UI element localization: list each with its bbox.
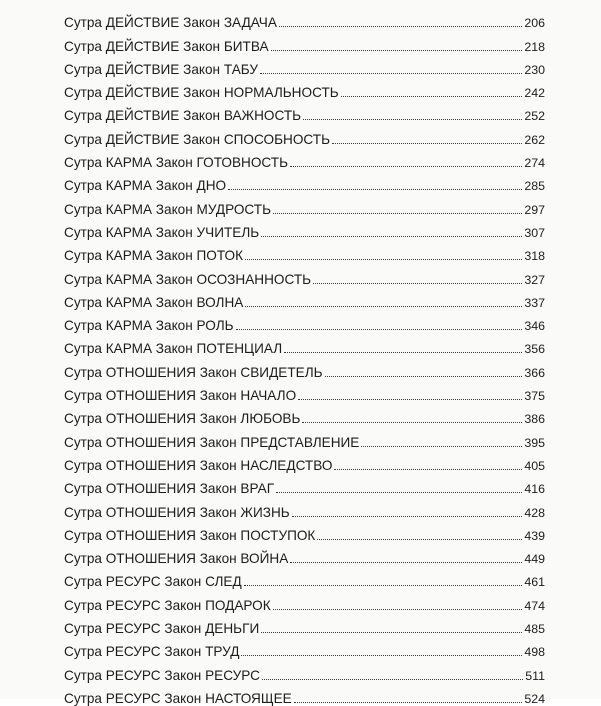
toc-page-number: 252 (524, 109, 545, 124)
toc-page-number: 206 (524, 16, 545, 31)
toc-dot-leader (273, 609, 523, 610)
toc-entry-title: Сутра КАРМА Закон ПОТОК (64, 248, 244, 264)
toc-entry (64, 520, 545, 543)
toc-page-number: 356 (524, 342, 545, 357)
toc-dot-leader (317, 539, 522, 540)
toc-page-number: 498 (524, 645, 545, 660)
toc-page-number: 262 (524, 132, 545, 147)
toc-entry (64, 543, 545, 566)
toc-page-number: 366 (524, 365, 545, 380)
toc-entry-title: Сутра КАРМА Закон ОСОЗНАННОСТЬ (64, 271, 312, 287)
toc-entry-title: Сутра ДЕЙСТВИЕ Закон ВАЖНОСТЬ (64, 108, 302, 124)
toc-page-number: 428 (524, 505, 545, 520)
toc-entry-title: Сутра ОТНОШЕНИЯ Закон НАЧАЛО (64, 388, 297, 404)
toc-dot-leader (361, 446, 522, 447)
toc-dot-leader (303, 119, 522, 120)
toc-dot-leader (276, 492, 522, 493)
toc-page-number: 439 (524, 528, 545, 543)
toc-entry-title: Сутра ОТНОШЕНИЯ Закон ВРАГ (64, 481, 275, 497)
toc-entry (64, 310, 545, 333)
toc-entry-title: Сутра КАРМА Закон ДНО (64, 178, 227, 194)
toc-page-number: 449 (524, 552, 545, 567)
toc-dot-leader (228, 189, 522, 190)
toc-entry (64, 450, 545, 473)
toc-entry (64, 380, 545, 403)
toc-dot-leader (302, 422, 522, 423)
toc-entry (64, 636, 545, 659)
toc-dot-leader (262, 679, 523, 680)
toc-entry (64, 683, 545, 706)
toc-entry (64, 240, 545, 263)
toc-dot-leader (273, 213, 522, 214)
toc-entry (64, 193, 545, 216)
toc-page-number: 524 (524, 691, 545, 706)
toc-entry-title: Сутра РЕСУРС Закон СЛЕД (64, 574, 242, 590)
toc-page-number: 307 (524, 225, 545, 240)
toc-entry (64, 356, 545, 379)
toc-dot-leader (260, 73, 522, 74)
toc-entry-title: Сутра ОТНОШЕНИЯ Закон ВОЙНА (64, 551, 289, 567)
toc-entry (64, 263, 545, 286)
toc-page-number: 485 (524, 622, 545, 637)
toc-dot-leader (292, 516, 523, 517)
toc-entry-title: Сутра ОТНОШЕНИЯ Закон ЛЮБОВЬ (64, 411, 301, 427)
toc-page-number: 346 (524, 319, 545, 334)
toc-entry (64, 659, 545, 682)
toc-entry (64, 7, 545, 30)
toc-entry-title: Сутра ОТНОШЕНИЯ Закон ПОСТУПОК (64, 527, 316, 543)
toc-entry (64, 566, 545, 589)
toc-entry (64, 613, 545, 636)
toc-entry (64, 403, 545, 426)
toc-dot-leader (334, 469, 522, 470)
toc-dot-leader (332, 143, 522, 144)
toc-entry (64, 333, 545, 356)
toc-dot-leader (245, 259, 522, 260)
toc-dot-leader (313, 283, 522, 284)
toc-entry-title: Сутра ОТНОШЕНИЯ Закон ПРЕДСТАВЛЕНИЕ (64, 434, 360, 450)
toc-page-number: 375 (524, 389, 545, 404)
toc-dot-leader (271, 50, 523, 51)
toc-entry (64, 123, 545, 146)
toc-page-number: 386 (524, 412, 545, 427)
toc-page-number: 230 (524, 62, 545, 77)
toc-dot-leader (290, 562, 522, 563)
toc-entry-title: Сутра РЕСУРС Закон РЕСУРС (64, 667, 260, 683)
toc-page-number: 318 (524, 249, 545, 264)
toc-dot-leader (298, 399, 522, 400)
toc-entry (64, 77, 545, 100)
toc-entry (64, 54, 545, 77)
toc-entry-title: Сутра КАРМА Закон МУДРОСТЬ (64, 201, 272, 217)
toc-entry (64, 147, 545, 170)
table-of-contents (64, 7, 545, 706)
toc-dot-leader (294, 702, 523, 703)
toc-entry-title: Сутра ДЕЙСТВИЕ Закон СПОСОБНОСТЬ (64, 131, 331, 147)
toc-dot-leader (284, 352, 522, 353)
toc-page-number: 474 (524, 598, 545, 613)
toc-entry (64, 217, 545, 240)
toc-entry (64, 30, 545, 53)
toc-entry-title: Сутра КАРМА Закон ПОТЕНЦИАЛ (64, 341, 283, 357)
toc-dot-leader (325, 376, 523, 377)
toc-entry-title: Сутра ДЕЙСТВИЕ Закон ЗАДАЧА (64, 15, 277, 31)
toc-dot-leader (236, 329, 523, 330)
toc-page-number: 327 (524, 272, 545, 287)
toc-entry-title: Сутра ДЕЙСТВИЕ Закон БИТВА (64, 38, 269, 54)
toc-entry-title: Сутра ДЕЙСТВИЕ Закон НОРМАЛЬНОСТЬ (64, 85, 339, 101)
toc-entry (64, 287, 545, 310)
toc-page-number: 511 (525, 668, 545, 683)
toc-page-number: 416 (524, 482, 545, 497)
toc-dot-leader (261, 236, 522, 237)
toc-page-number: 337 (524, 295, 545, 310)
toc-entry-title: Сутра КАРМА Закон ВОЛНА (64, 294, 244, 310)
toc-dot-leader (341, 96, 523, 97)
toc-entry-title: Сутра ОТНОШЕНИЯ Закон СВИДЕТЕЛЬ (64, 364, 323, 380)
toc-page-number: 285 (524, 179, 545, 194)
toc-entry-title: Сутра КАРМА Закон ГОТОВНОСТЬ (64, 155, 289, 171)
toc-entry (64, 170, 545, 193)
toc-dot-leader (279, 26, 522, 27)
toc-dot-leader (241, 655, 522, 656)
toc-entry-title: Сутра РЕСУРС Закон ПОДАРОК (64, 597, 271, 613)
toc-page-number: 274 (524, 156, 545, 171)
toc-page-number: 395 (524, 435, 545, 450)
toc-entry-title: Сутра ОТНОШЕНИЯ Закон ЖИЗНЬ (64, 504, 290, 520)
toc-dot-leader (244, 585, 523, 586)
toc-entry (64, 589, 545, 612)
toc-entry-title: Сутра РЕСУРС Закон ДЕНЬГИ (64, 621, 260, 637)
toc-dot-leader (245, 306, 522, 307)
toc-entry-title: Сутра РЕСУРС Закон НАСТОЯЩЕЕ (64, 690, 292, 706)
toc-entry (64, 100, 545, 123)
toc-entry (64, 496, 545, 519)
toc-page-number: 218 (524, 39, 545, 54)
toc-entry-title: Сутра КАРМА Закон УЧИТЕЛЬ (64, 224, 260, 240)
toc-entry (64, 426, 545, 449)
toc-dot-leader (290, 166, 522, 167)
toc-entry-title: Сутра ДЕЙСТВИЕ Закон ТАБУ (64, 61, 259, 77)
toc-page-number: 405 (524, 458, 545, 473)
toc-page-number: 461 (524, 575, 545, 590)
toc-page-number: 297 (524, 202, 545, 217)
toc-entry-title: Сутра КАРМА Закон РОЛЬ (64, 318, 234, 334)
toc-page-number: 242 (524, 86, 545, 101)
toc-dot-leader (261, 632, 522, 633)
toc-entry-title: Сутра РЕСУРС Закон ТРУД (64, 644, 240, 660)
toc-entry (64, 473, 545, 496)
toc-entry-title: Сутра ОТНОШЕНИЯ Закон НАСЛЕДСТВО (64, 457, 333, 473)
